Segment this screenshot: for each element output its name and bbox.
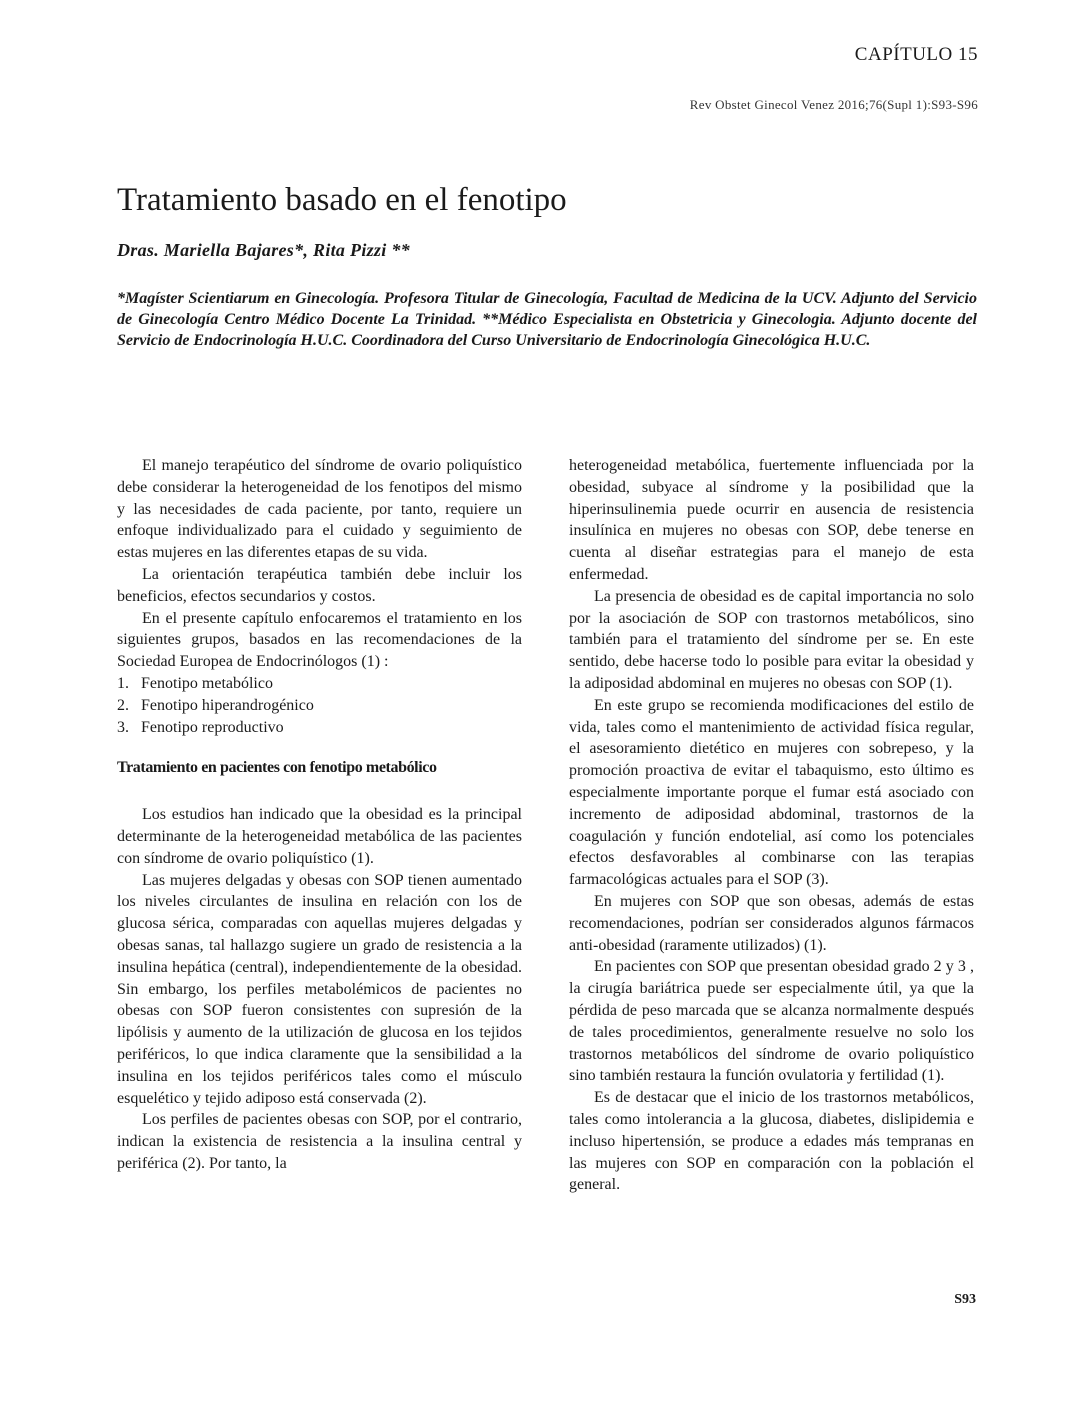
body-paragraph: En mujeres con SOP que son obesas, además de estas recomendaciones, podrían ser considerados algunos fármacos anti-obesidad (raramente utilizados) (1). xyxy=(569,892,974,954)
list-item-text: Fenotipo hiperandrogénico xyxy=(141,696,314,714)
section-heading: Tratamiento en pacientes con fenotipo metabólico xyxy=(117,759,437,777)
list-item xyxy=(117,717,522,739)
body-paragraph: Las mujeres delgadas y obesas con SOP tienen aumentado los niveles circulantes de insulina en relación con los de glucosa sérica, comparadas con aquellas mujeres delgadas y obesas sanas, tal hallazgo sugiere un grado de resistencia a la insulina hepática (central), independientemente de la obesidad. Sin embargo, los perfiles metabolémicos de pacientes no obesas con SOP fueron consistentes con supresión de la lipólisis y aumento de la utilización de glucosa en los tejidos periféricos, lo que indica claramente que la sensibilidad a la insulina en los tejidos periféricos tales como el músculo esquelético y tejido adiposo está conservada (2). xyxy=(117,871,522,1107)
body-paragraph: Los estudios han indicado que la obesidad es la principal determinante de la heterogeneidad metabólica de las pacientes con síndrome de ovario poliquístico (1). xyxy=(117,806,522,867)
list-number: 2. xyxy=(117,696,129,714)
list-number: 1. xyxy=(117,674,129,692)
body-paragraph: En pacientes con SOP que presentan obesidad grado 2 y 3 , la cirugía bariátrica puede ser especialmente útil, ya que la pérdida de peso marcada que se alcanza normalmente después de tales procedimientos, generalmente resuelve no solo los trastornos metabólicos del síndrome de ovario poliquístico sino también restaura la función ovulatoria y fertilidad (1). xyxy=(569,958,974,1085)
list-number: 3. xyxy=(117,718,129,736)
body-paragraph: En este grupo se recomienda modificaciones del estilo de vida, tales como el mantenimiento de actividad física regular, el asesoramiento dietético en mujeres con sobrepeso, y la promoción proactiva de evitar el tabaquismo, esto último es especialmente importante porque el fumar está asociado con incremento de adiposidad abdominal, trastornos de la coagulación y función endotelial, así como los potenciales efectos desfavorables al combinarse con las terapias farmacológicas actuales para el SOP (3). xyxy=(569,696,974,889)
body-paragraph: El manejo terapéutico del síndrome de ovario poliquístico debe considerar la heterogeneidad de los fenotipos del mismo y las necesidades de cada paciente, por tanto, requiere un enfoque individualizado para el cuidado y seguimiento de estas mujeres en las diferentes etapas de su vida. xyxy=(117,457,522,562)
body-paragraph: Los perfiles de pacientes obesas con SOP, por el contrario, indican la existencia de resistencia a la insulina central y periférica (2). Por tanto, la xyxy=(117,1111,522,1172)
right-text-column xyxy=(569,455,974,1196)
article-authors: Dras. Mariella Bajares*, Rita Pizzi ** xyxy=(117,240,410,260)
article-title: Tratamiento basado en el fenotipo xyxy=(117,182,567,218)
journal-reference: Rev Obstet Ginecol Venez 2016;76(Supl 1):S93-S96 xyxy=(689,97,978,112)
body-paragraph-continued: heterogeneidad metabólica, fuertemente influenciada por la obesidad, subyace al síndrome y la posibilidad que la hiperinsulinemia puede ocurrir en ausencia de resistencia insulínica en mujeres no obesas con SOP, debe tenerse en cuenta al diseñar estrategias para el manejo de esta enfermedad. xyxy=(569,457,974,583)
body-paragraph: La orientación terapéutica también debe incluir los beneficios, efectos secundarios y costos. xyxy=(117,565,522,605)
list-item xyxy=(117,695,522,717)
list-item-text: Fenotipo reproductivo xyxy=(141,718,284,736)
author-affiliation: *Magíster Scientiarum en Ginecología. Profesora Titular de Ginecología, Facultad de Medicina de la UCV. Adjunto del Servicio de Ginecología Centro Médico Docente La Trinidad. **Médico Especialista en Obstetricia y Ginecologia. Adjunto docente del Servicio de Endocrinología H.U.C. Coordinadora del Curso Universitario de Endocrinología Ginecológica H.U.C. xyxy=(117,290,977,349)
chapter-label: CAPÍTULO 15 xyxy=(854,44,978,65)
body-paragraph: En el presente capítulo enfocaremos el tratamiento en los siguientes grupos, basados en las recomendaciones de la Sociedad Europea de Endocrinólogos (1) : xyxy=(117,609,522,671)
list-item-text: Fenotipo metabólico xyxy=(141,674,273,692)
body-paragraph: Es de destacar que el inicio de los trastornos metabólicos, tales como intolerancia a la glucosa, diabetes, dislipidemia e incluso hipertensión, se produce a edades más tempranas en las mujeres con SOP en comparación con la población el general. xyxy=(569,1089,974,1194)
left-text-column xyxy=(117,455,522,1175)
page-number: S93 xyxy=(954,1292,976,1307)
phenotype-list xyxy=(117,673,522,738)
list-item xyxy=(117,673,522,695)
body-paragraph: La presencia de obesidad es de capital importancia no solo por la asociación de SOP con trastornos metabólicos, sino también para el tratamiento del síndrome per se. En este sentido, debe hacerse todo lo posible para evitar la obesidad y la adiposidad abdominal en mujeres no obesas con SOP (1). xyxy=(569,587,974,692)
